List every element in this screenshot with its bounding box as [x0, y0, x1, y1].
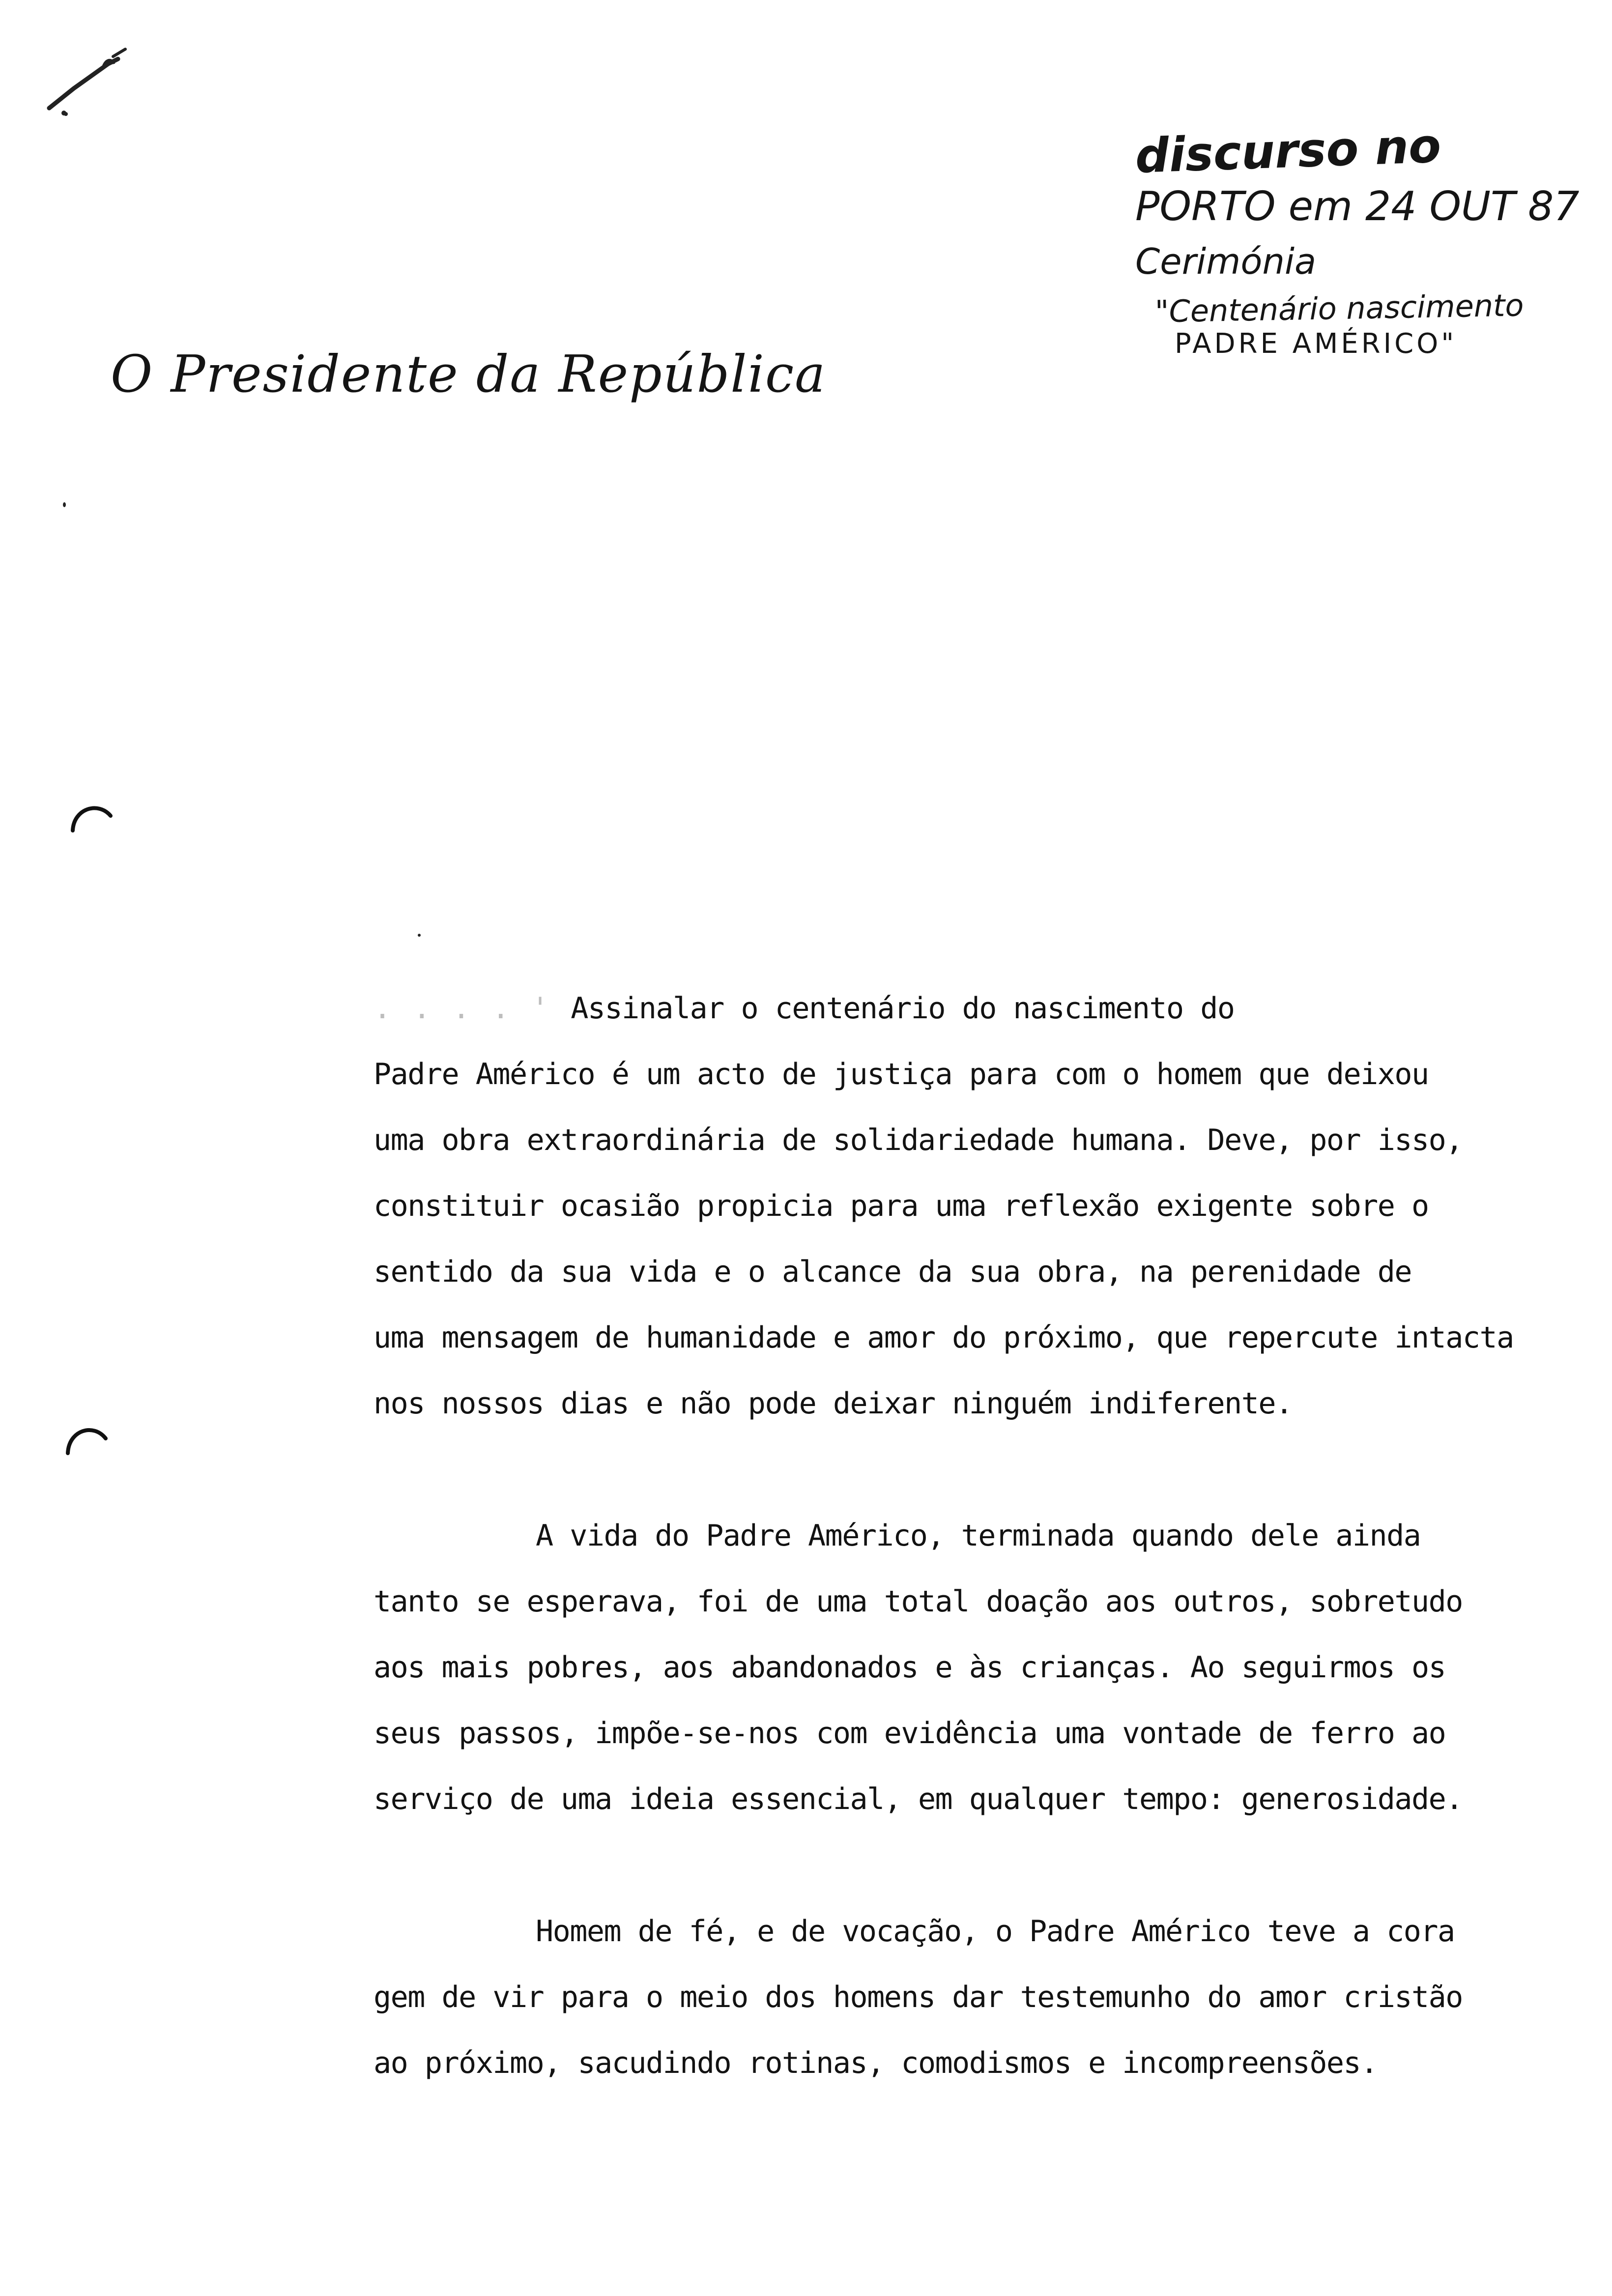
text-line: Padre Américo é um acto de justiça para com o homem que deixou [374, 1057, 1429, 1091]
text-line: tanto se esperava, foi de uma total doação aos outros, sobretudo [374, 1584, 1463, 1619]
text-line-content: Assinalar o centenário do nascimento do [571, 991, 1235, 1026]
text-line: seus passos, impõe-se-nos com evidência uma vontade de ferro ao [374, 1716, 1446, 1751]
text-line: gem de vir para o meio dos homens dar testemunho do amor cristão [374, 1980, 1463, 2014]
text-line: A vida do Padre Américo, terminada quando dele ainda [536, 1519, 1421, 1553]
annotation-line: discurso no [1134, 118, 1442, 184]
ink-dot [418, 934, 421, 937]
annotation-line: PADRE AMÉRICO" [1175, 328, 1457, 360]
text-line: Homem de fé, e de vocação, o Padre Américo teve a cora [536, 1914, 1455, 1949]
paragraph [374, 1898, 1463, 2096]
speech-body [374, 976, 1514, 2096]
paragraph [374, 1503, 1463, 1832]
handwritten-annotation [1134, 118, 1580, 360]
punch-hole-mark [64, 1418, 108, 1462]
text-line: uma obra extraordinária de solidariedade humana. Deve, por isso, [374, 1123, 1463, 1157]
text-line: sentido da sua vida e o alcance da sua obra, na perenidade de [374, 1255, 1412, 1289]
ink-dot [63, 502, 66, 507]
paragraph [374, 976, 1514, 1436]
annotation-line: Cerimónia [1135, 241, 1317, 282]
punch-hole-mark [69, 796, 113, 840]
text-line: uma mensagem de humanidade e amor do próximo, que repercute intacta [374, 1320, 1514, 1355]
text-line: constituir ocasião propicia para uma reflexão exigente sobre o [374, 1189, 1429, 1223]
text-line [374, 976, 1455, 1041]
letterhead-title: O Presidente da República [111, 344, 827, 404]
text-line: serviço de uma ideia essencial, em qualquer tempo: generosidade. [374, 1782, 1463, 1816]
text-line: ao próximo, sacudindo rotinas, comodismos e incompreensões. [374, 2046, 1378, 2080]
ink-scratch-mark [44, 29, 133, 118]
text-line: aos mais pobres, aos abandonados e às crianças. Ao seguirmos os [374, 1650, 1446, 1685]
text-line: nos nossos dias e não pode deixar ninguém indiferente. [374, 1386, 1293, 1421]
ink-dot [64, 112, 68, 116]
faded-mark: . . . . ' [374, 991, 571, 1026]
annotation-line: PORTO em 24 OUT 87 [1135, 183, 1580, 230]
annotation-line: "Centenário nascimento [1154, 287, 1524, 330]
